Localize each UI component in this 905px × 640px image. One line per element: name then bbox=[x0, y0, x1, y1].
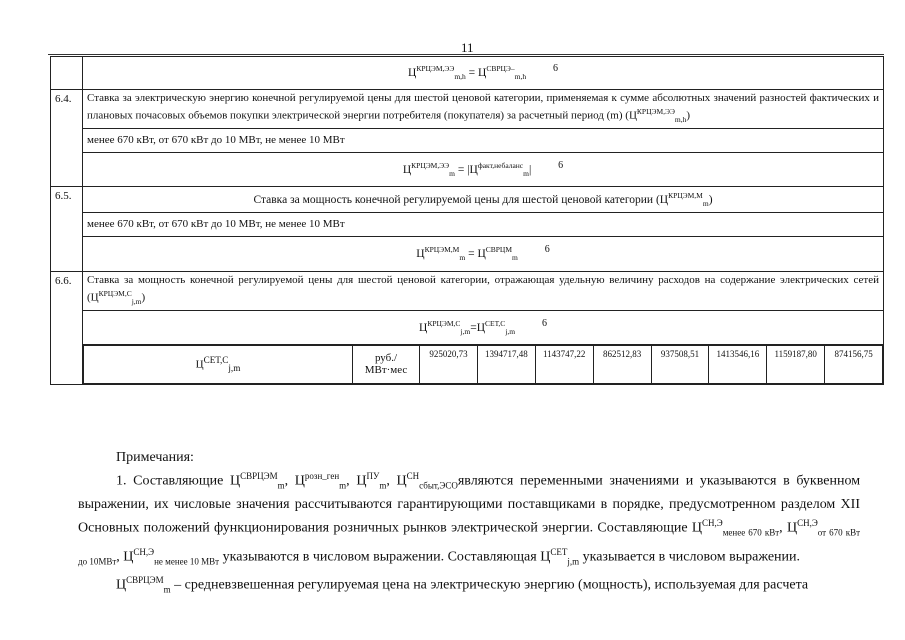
value-cell: 1159187,80 bbox=[767, 345, 825, 383]
row-6-6-formula bbox=[51, 310, 884, 344]
value-cell: 862512,83 bbox=[593, 345, 651, 383]
value-cell: 937508,51 bbox=[651, 345, 709, 383]
row-eeformula bbox=[51, 57, 884, 90]
row-6-6-header bbox=[51, 271, 884, 310]
row-6-5-range bbox=[51, 212, 884, 236]
row-6-4-header bbox=[51, 90, 884, 129]
notes-title: Примечания: bbox=[116, 450, 194, 465]
unit-cell: руб./ МВт·мес bbox=[353, 345, 420, 383]
page-number: 11 bbox=[461, 40, 474, 55]
power-range: менее 670 кВт, от 670 кВт до 10 МВт, не менее 10 МВт bbox=[83, 128, 884, 152]
row-description: Ставка за электрическую энергию конечной регулируемой цены для шестой ценовой категории, применяемая к сумме абсолютных значений разностей фактических и плановых почасовых объемов покупки электрической энергии потребителя (покупателя) за расчетный период (m) $(Ц^{КРЦЭМ,ЭЭ}_{m,h})$ bbox=[83, 90, 884, 129]
note-2: $Ц^{СВРЦЭМ}_m$ – средневзвешенная регулируемая цена на электрическую энергию (мощность), используемая для расчета bbox=[116, 575, 809, 595]
value-cell: 925020,73 bbox=[420, 345, 478, 383]
notes-section bbox=[78, 448, 860, 600]
row-number: 6.4. bbox=[51, 90, 83, 187]
row-6-5-formula bbox=[51, 236, 884, 271]
power-range: менее 670 кВт, от 670 кВт до 10 МВт, не менее 10 МВт bbox=[83, 212, 884, 236]
formula: $Ц^{КРЦЭМ,ЭЭ}_m = |Ц^{факт,небаланс}_m|$ 6 bbox=[83, 152, 884, 186]
formula-ee: $Ц^{КРЦЭМ,ЭЭ}_{m,h} = Ц^{СВРЦЭ-}_{m,h}$ 6 bbox=[83, 57, 884, 90]
value-cell: 1413546,16 bbox=[709, 345, 767, 383]
values-table bbox=[83, 345, 883, 384]
value-cell: 874156,75 bbox=[825, 345, 883, 383]
row-6-4-range bbox=[51, 128, 884, 152]
row-description: Ставка за мощность конечной регулируемой цены для шестой ценовой категории, отражающая удельную величину расходов на содержание электрических сетей $(Ц^{КРЦЭМ,С}_{j,m})$ bbox=[83, 271, 884, 310]
formula: $Ц^{КРЦЭМ,М}_m = Ц^{СВРЦМ}_m$ 6 bbox=[83, 236, 884, 271]
empty-number-cell bbox=[51, 57, 83, 90]
tariff-table bbox=[50, 56, 884, 385]
row-number: 6.6. bbox=[51, 271, 83, 384]
row-description: Ставка за мощность конечной регулируемой цены для шестой ценовой категории $(Ц^{КРЦЭМ,М}_m)$ bbox=[83, 186, 884, 212]
row-6-5-header bbox=[51, 186, 884, 212]
values-cell bbox=[83, 344, 884, 384]
value-cell: 1394717,48 bbox=[477, 345, 535, 383]
top-rule bbox=[48, 54, 884, 55]
row-6-4-formula bbox=[51, 152, 884, 186]
row-6-6-values bbox=[51, 344, 884, 384]
value-cell: 1143747,22 bbox=[535, 345, 593, 383]
row-number: 6.5. bbox=[51, 186, 83, 271]
note-1: 1. Составляющие $Ц^{СВРЦЭМ}_m$, $Ц^{розн\_ген}_m$, $Ц^{ПУ}_m$, $Ц^{СН}_{сбыт,ЭСО}являются$ переменными значениями и указываются в буквенном выражении, их числовые значения рассчитываются гарантирующими поставщиками в порядке, предусмотренном разделом XII Основных положений функционирования розничных рынков электрической энергии. Составляющие $Ц^{СН,Э}_{менее 670 кВт}$, $Ц^{СН,Э}_{от 670 кВт до 10МВт}$, $Ц^{СН,Э}_{не менее 10 МВт}$ указываются в числовом выражении. Составляющая $Ц^{СЕТ}_{j,m}$ указывается в числовом выражении. bbox=[78, 471, 861, 567]
formula: $Ц^{КРЦЭМ,С}_{j,m}=Ц^{СЕТ,С}_{j,m}$ 6 bbox=[83, 310, 884, 344]
value-label: $Ц^{СЕТ,С}_{j,m}$ bbox=[84, 345, 353, 383]
